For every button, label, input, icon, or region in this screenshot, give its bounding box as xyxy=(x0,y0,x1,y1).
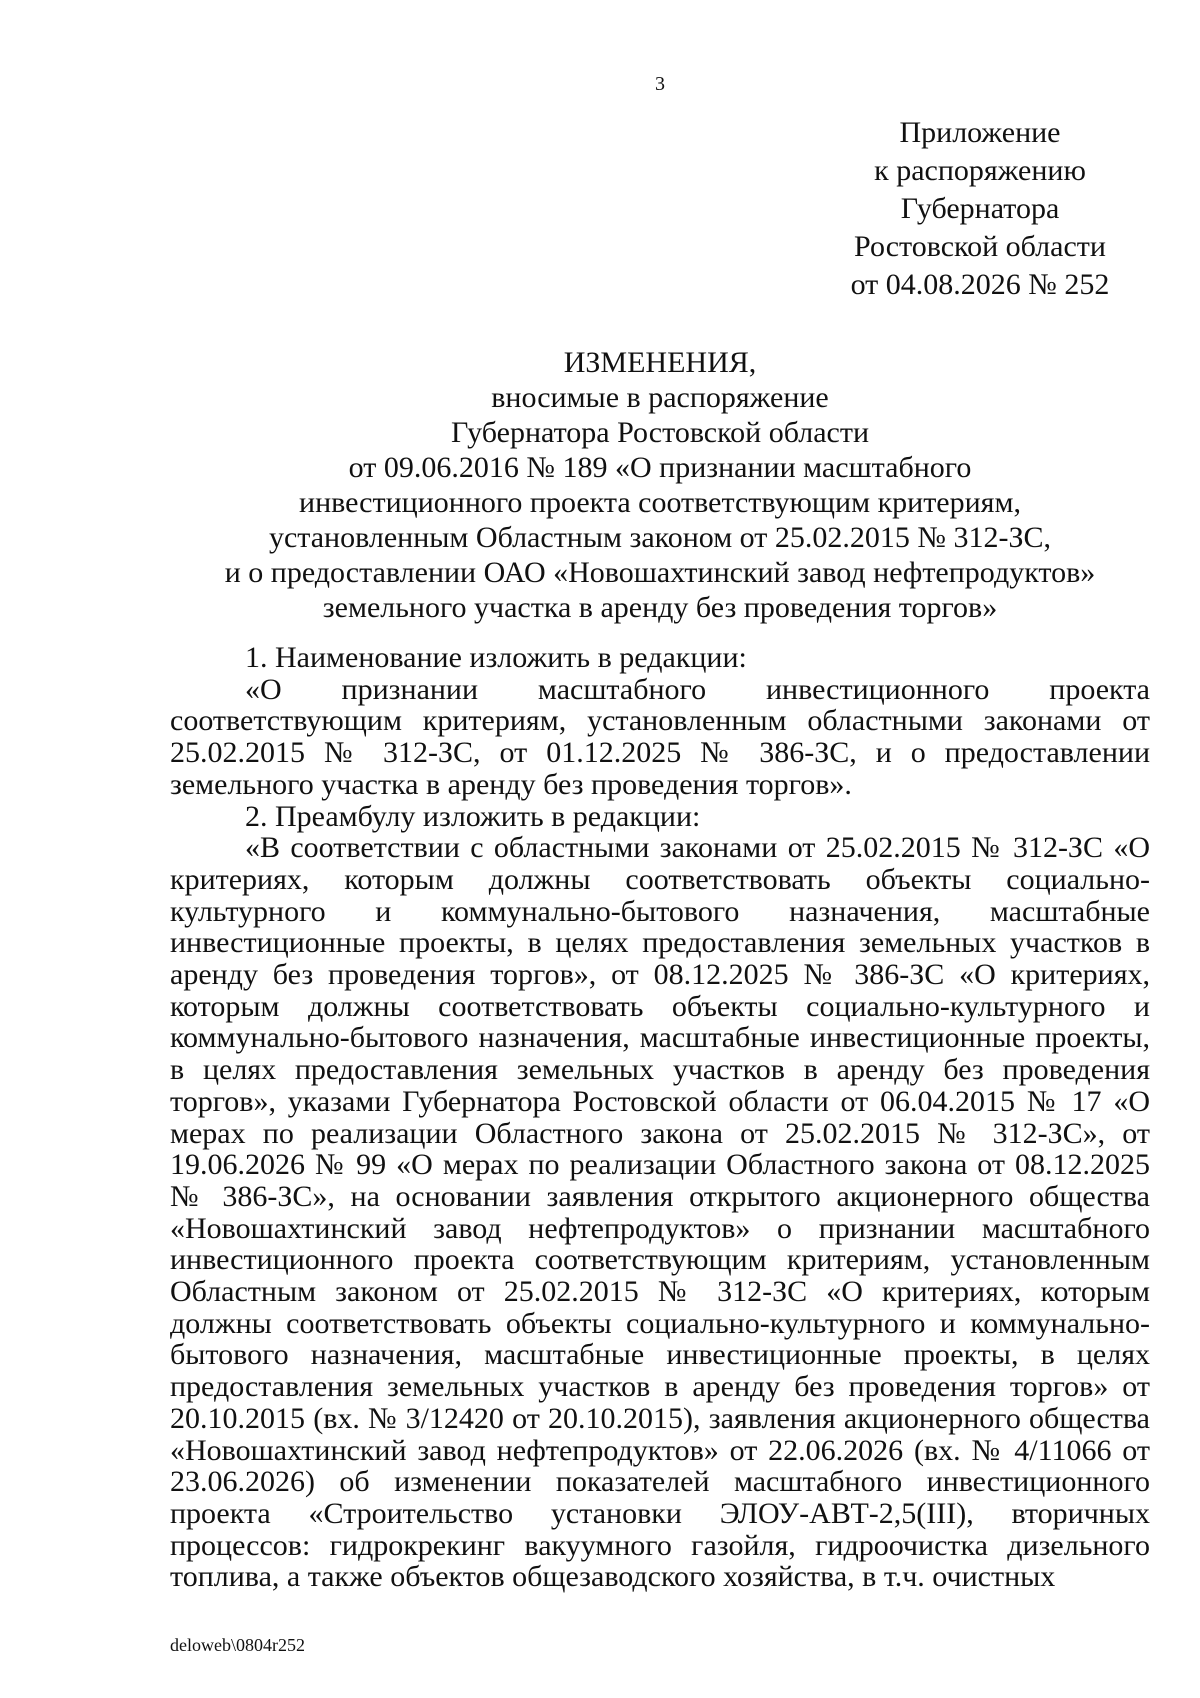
paragraph: «О признании масштабного инвестиционного проекта соответствующим критериям, установленным областными законами от 25.02.2015 № 312-ЗС, от 01.12.2025 № 386-ЗС, и о предоставлении земельного участка в аренду без проведения торгов». xyxy=(170,672,1150,801)
appendix-line: Губернатора xyxy=(900,192,1060,225)
appendix-line: Ростовской области xyxy=(854,230,1106,263)
page-number: 3 xyxy=(655,73,665,95)
appendix-line: к распоряжению xyxy=(874,154,1086,187)
document-title xyxy=(170,345,1150,625)
title-line: земельного участка в аренду без проведения торгов» xyxy=(322,591,998,624)
footer-file-ref: deloweb\0804r252 xyxy=(170,1635,305,1655)
title-line: Губернатора Ростовской области xyxy=(450,416,870,449)
paragraph: 1. Наименование изложить в редакции: xyxy=(245,641,747,674)
title-line: от 09.06.2016 № 189 «О признании масштабного xyxy=(348,451,972,484)
paragraph: «В соответствии с областными законами от 25.02.2015 № 312-ЗС «О критериях, которым должны соответствовать объекты социально-культурного и коммунально-бытового назначения, масштабные инвестиционные проекты, в целях предоставления земельных участков в аренду без проведения торгов», от 08.12.2025 № 386-ЗС «О критериях, которым должны соответствовать объекты социально-культурного и коммунально-бытового назначения, масштабные инвестиционные проекты, в целях предоставления земельных участков в аренду без проведения торгов», указами Губернатора Ростовской области от 06.04.2015 № 17 «О мерах по реализации Областного закона от 25.02.2015 № 312-ЗС», от 19.06.2026 № 99 «О мерах по реализации Областного закона от 08.12.2025 № 386-ЗС», на основании заявления открытого акционерного общества «Новошахтинский завод нефтепродуктов» о признании масштабного инвестиционного проекта соответствующим критериям, установленным Областным законом от 25.02.2015 № 312-ЗС «О критериях, которым должны соответствовать объекты социально-культурного и коммунально-бытового назначения, масштабные инвестиционные проекты, в целях предоставления земельных участков в аренду без проведения торгов» от 20.10.2015 (вх. № 3/12420 от 20.10.2015), заявления акционерного общества «Новошахтинский завод нефтепродуктов» от 22.06.2026 (вх. № 4/11066 от 23.06.2026) об изменении показателей масштабного инвестиционного проекта «Строительство установки ЭЛОУ-АВТ-2,5(III), вторичных процессов: гидрокрекинг вакуумного газойля, гидроочистка дизельного топлива, а также объектов общезаводского хозяйства, в т.ч. очистных xyxy=(170,831,1150,1594)
title-heading: ИЗМЕНЕНИЯ, xyxy=(563,346,757,379)
title-line: и о предоставлении ОАО «Новошахтинский завод нефтепродуктов» xyxy=(224,556,1096,589)
appendix-block xyxy=(850,114,1110,304)
title-line: вносимые в распоряжение xyxy=(491,381,829,414)
title-line: инвестиционного проекта соответствующим критериям, xyxy=(299,486,1021,519)
appendix-line: от 04.08.2026 № 252 xyxy=(850,268,1110,301)
paragraph: 2. Преамбулу изложить в редакции: xyxy=(245,799,701,833)
appendix-line: Приложение xyxy=(899,116,1061,149)
document-body xyxy=(170,642,1150,1593)
title-line: установленным Областным законом от 25.02.2015 № 312-ЗС, xyxy=(268,521,1052,554)
